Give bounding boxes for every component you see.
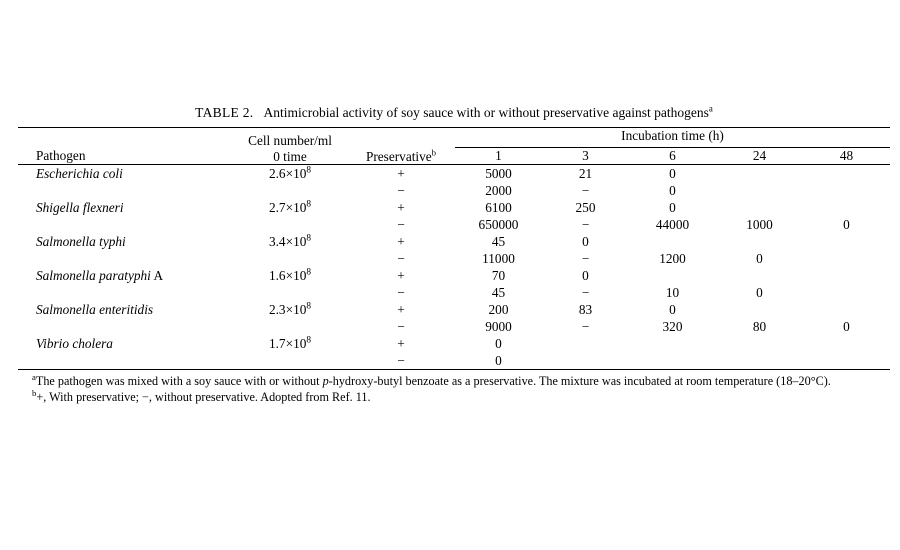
header-cell-number-line1: Cell number/ml [248,132,332,148]
cell-value-t5: 0 [843,319,850,335]
table-container [18,104,890,405]
cell-pathogen [18,352,233,369]
cell-value-t2: − [581,285,590,301]
cell-pathogen [18,284,233,301]
cell-value-t5 [803,182,890,199]
pathogen-serovar-suffix: A [150,268,164,284]
header-time-1: 1 [495,148,502,164]
cell-cell-number: $1.7\times 10^8$ [268,335,312,352]
header-pathogen: Pathogen [36,148,86,164]
cell-value-t4 [716,301,803,318]
cell-preservative: + [397,336,405,352]
cell-value-t4 [716,199,803,216]
cell-value-t4 [716,352,803,369]
cell-cell-number: $3.4\times 10^8$ [268,233,312,250]
cell-number-exponent: 8 [306,165,312,176]
data-table [18,128,890,369]
cell-value-t3: 44000 [655,217,690,233]
cell-pathogen: Escherichia coli [36,166,123,182]
cell-pathogen: Shigella flexneri [36,200,124,216]
cell-value-t1: 9000 [485,319,512,335]
cell-value-t2 [542,352,629,369]
cell-value-t2: 83 [578,302,593,318]
cell-value-t3 [629,352,716,369]
cell-cell-number [233,216,347,233]
cell-value-t3: 0 [669,183,676,199]
cell-value-t1: 200 [488,302,509,318]
cell-value-t3: 0 [669,302,676,318]
cell-number-exponent: 8 [306,233,312,244]
cell-value-t2: 21 [578,166,593,182]
cell-cell-number: $1.6\times 10^8$ [268,267,312,284]
cell-preservative: + [397,302,405,318]
cell-preservative: − [397,319,405,335]
cell-cell-number [233,318,347,335]
cell-pathogen [18,318,233,335]
cell-value-t2: − [581,217,590,233]
cell-cell-number [233,352,347,369]
cell-value-t1: 650000 [478,217,519,233]
header-time-24: 24 [752,148,767,164]
cell-cell-number [233,250,347,267]
cell-cell-number: $2.6\times 10^8$ [268,165,312,182]
cell-preservative: + [397,200,405,216]
cell-value-t3: 10 [665,285,680,301]
cell-value-t2: − [581,251,590,267]
cell-preservative: − [397,183,405,199]
cell-value-t2 [542,335,629,352]
cell-value-t4: 0 [756,285,763,301]
cell-cell-number: $2.3\times 10^8$ [268,301,312,318]
cell-value-t4: 1000 [746,217,773,233]
table-row [18,216,890,233]
cell-value-t2: 0 [582,234,589,250]
cell-value-t5 [803,199,890,216]
cell-preservative: − [397,217,405,233]
table-row [18,267,890,284]
cell-value-t2: − [581,319,590,335]
cell-number-exponent: 8 [306,301,312,312]
footnote-b-text: +, With preservative; −, without preservative. Adopted from Ref. 11. [36,389,371,404]
cell-preservative: + [397,234,405,250]
cell-pathogen: Salmonella typhi [36,234,126,250]
cell-value-t1: 0 [495,353,502,369]
cell-value-t4 [716,233,803,250]
cell-number-exponent: 8 [306,199,312,210]
table-row [18,335,890,352]
cell-pathogen [18,216,233,233]
cell-value-t1: 2000 [485,183,512,199]
table-row [18,301,890,318]
header-preservative-marker: b [431,147,437,158]
cell-value-t5 [803,233,890,250]
header-time-48: 48 [839,148,854,164]
table-row [18,165,890,182]
header-cell-number-line2: 0 time [273,148,307,164]
cell-value-t5 [803,352,890,369]
cell-value-t4 [716,165,803,182]
cell-value-t3 [629,267,716,284]
table-row [18,199,890,216]
cell-value-t1: 5000 [485,166,512,182]
cell-number-exponent: 8 [306,267,312,278]
cell-pathogen: Salmonella paratyphi A [36,268,164,284]
cell-value-t1: 45 [491,285,506,301]
cell-value-t4 [716,182,803,199]
cell-value-t4 [716,267,803,284]
header-row [18,128,890,148]
table-body [18,165,890,369]
footnote-b-marker: b [32,387,37,398]
cell-preservative: + [397,166,405,182]
cell-value-t1: 70 [491,268,506,284]
cell-pathogen: Salmonella enteritidis [36,302,154,318]
cell-cell-number [233,284,347,301]
header-cell-number [233,128,347,165]
cell-cell-number [233,182,347,199]
cell-value-t5: 0 [843,217,850,233]
table-number: TABLE 2. [195,105,254,120]
cell-preservative: − [397,353,405,369]
table-row [18,182,890,199]
header-preservative: Preservative$^b$ [365,147,437,164]
cell-value-t5 [803,335,890,352]
table-row [18,250,890,267]
cell-value-t3 [629,335,716,352]
header-incubation-span: Incubation time (h) [455,128,890,148]
footnote-a-part1: The pathogen was mixed with a soy sauce with or without [35,374,323,389]
header-time-3: 3 [582,148,589,164]
cell-pathogen: Vibrio cholera [36,336,113,352]
cell-value-t5 [803,301,890,318]
footnote-a-marker: a [32,372,36,383]
table-caption [18,104,890,122]
cell-pathogen [18,182,233,199]
table-row [18,318,890,335]
cell-value-t5 [803,165,890,182]
cell-cell-number: $2.7\times 10^8$ [268,199,312,216]
table-row [18,284,890,301]
cell-value-t4: 0 [756,251,763,267]
cell-preservative: + [397,268,405,284]
table-row [18,352,890,369]
table-row [18,233,890,250]
cell-value-t4: 80 [752,319,767,335]
cell-number-exponent: 8 [306,335,312,346]
cell-value-t3: 320 [662,319,683,335]
cell-value-t3: 0 [669,200,676,216]
cell-preservative: − [397,285,405,301]
cell-value-t3: 1200 [659,251,686,267]
cell-value-t3 [629,233,716,250]
cell-value-t1: 0 [495,336,502,352]
cell-pathogen [18,250,233,267]
caption-footnote-marker: a [708,103,713,114]
footnote-a [18,374,890,389]
cell-value-t2: − [581,183,590,199]
header-time-6: 6 [669,148,676,164]
table-bottom-rule [18,369,890,370]
cell-preservative: − [397,251,405,267]
cell-value-t5 [803,284,890,301]
cell-value-t3: 0 [669,166,676,182]
cell-value-t2: 0 [582,268,589,284]
cell-value-t5 [803,250,890,267]
footnote-a-italic: p [322,374,329,389]
footnotes [18,374,890,405]
cell-value-t5 [803,267,890,284]
table-title: Antimicrobial activity of soy sauce with or without preservative against pathogens [263,105,709,120]
cell-value-t1: 11000 [482,251,515,267]
cell-value-t1: 45 [491,234,506,250]
cell-value-t2: 250 [575,200,596,216]
cell-value-t4 [716,335,803,352]
footnote-b [18,387,890,405]
footnote-a-part2: -hydroxy-butyl benzoate as a preservative. The mixture was incubated at room temperature (18–20°C). [328,374,831,389]
cell-value-t1: 6100 [485,200,512,216]
